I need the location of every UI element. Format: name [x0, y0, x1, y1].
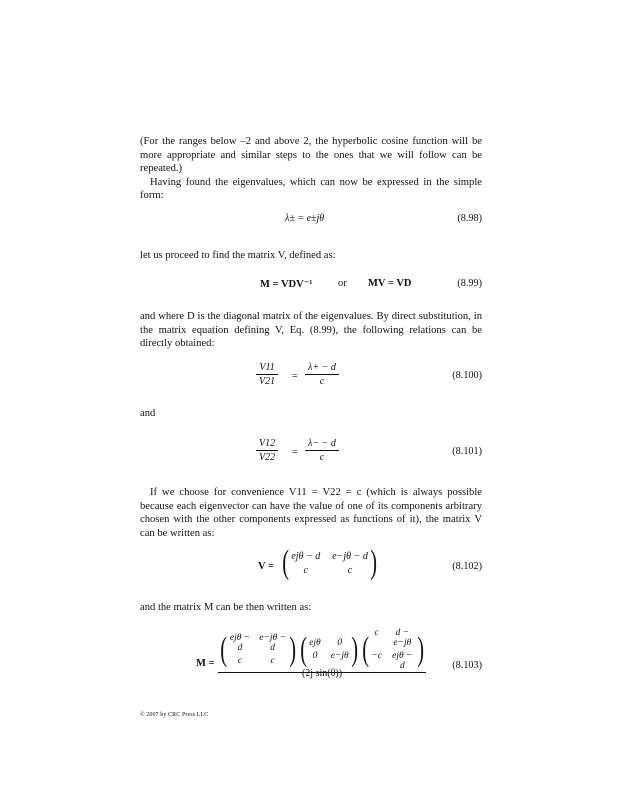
eq101-lhs-den: V22: [259, 452, 276, 463]
eq103-numerator: [218, 628, 426, 673]
eq102-matrix: [280, 544, 379, 581]
eq103-m2-cell-2: 0: [337, 638, 343, 648]
eq103-denominator: (2j sin(θ)): [301, 668, 343, 679]
page-body: [140, 135, 482, 203]
eq103-m2-cell-4: e−jθ: [330, 651, 349, 661]
eq102-cell-3: c: [303, 564, 308, 576]
eq100-equals: =: [292, 371, 298, 382]
eq102-cell-1: ejθ − d: [291, 550, 321, 562]
equation-number-100: (8.100): [452, 370, 482, 381]
paragraph-1: (For the ranges below –2 and above 2, the hyperbolic cosine function will be more appropriate and similar steps to the ones that we will follow can be repeated.): [140, 136, 482, 175]
eq102-left-paren: (: [282, 544, 290, 581]
eq101-rhs-num: λ− − d: [305, 438, 339, 451]
eq103-m2-right-paren: ): [350, 630, 358, 668]
equation-number-98: (8.98): [457, 213, 482, 224]
eq101-rhs-fraction: [305, 438, 339, 463]
eq103-m3-cell-3: −c: [371, 651, 382, 661]
eq99-left: M = VDV⁻¹: [260, 279, 313, 290]
eq102-right-paren: ): [370, 544, 377, 581]
eq103-m3-right-paren: ): [416, 630, 424, 668]
paragraph-4: and where D is the diagonal matrix of the eigenvalues. By direct substitution, in the matrix equation defining V, Eq. (8.99), the following relations can be directly obtained:: [140, 311, 482, 350]
eq101-lhs-fraction: [256, 438, 278, 463]
eq100-lhs-num: V11: [256, 362, 277, 375]
equation-number-99: (8.99): [457, 278, 482, 289]
eq99-right: MV = VD: [368, 278, 412, 289]
paragraph-3: let us proceed to find the matrix V, defined as:: [140, 250, 336, 261]
eq103-m1-left-paren: (: [220, 630, 228, 668]
equation-8-103: [140, 628, 482, 684]
eq100-lhs-fraction: [256, 362, 278, 387]
eq100-rhs-fraction: [305, 362, 339, 387]
eq101-lhs-num: V12: [256, 438, 278, 451]
eq102-matrix-cells: [291, 551, 368, 576]
paragraph-7: and the matrix M can be then written as:: [140, 602, 312, 613]
equation-8-100: [140, 360, 482, 396]
equation-8-102: [140, 544, 482, 590]
eq102-lhs: V =: [258, 561, 275, 572]
eq103-m2-cell-3: 0: [312, 651, 318, 661]
eq102-cell-2: e−jθ − d: [332, 550, 368, 562]
equation-number-103: (8.103): [452, 660, 482, 671]
eq100-lhs-den: V21: [259, 376, 276, 387]
eq103-m3-cell-1: c: [374, 628, 379, 638]
eq103-matrix-1: [229, 633, 286, 666]
copyright-footer: © 2007 by CRC Press LLC: [140, 712, 209, 718]
equation-8-101: [140, 436, 482, 472]
paragraph-2: Having found the eigenvalues, which can now be expressed in the simple form:: [140, 176, 482, 202]
eq103-m3-cell-2: d − e−jθ: [393, 628, 412, 648]
eq101-rhs-den: c: [319, 452, 325, 463]
equation-number-102: (8.102): [452, 561, 482, 572]
eq103-lhs: M =: [196, 658, 215, 669]
eq103-m3-left-paren: (: [362, 630, 370, 668]
eq103-m1-cell-2: e−jθ − d: [259, 633, 286, 653]
equation-number-101: (8.101): [452, 446, 482, 457]
eq103-m2-left-paren: (: [300, 630, 307, 668]
eq100-rhs-den: c: [319, 376, 325, 387]
equation-8-98: [140, 213, 482, 253]
paragraph-5: and: [140, 408, 156, 419]
eq103-m3-cell-4: ejθ − d: [392, 651, 413, 671]
eq100-rhs-num: λ+ − d: [305, 362, 339, 375]
eq98-expression: λ± = e±jθ: [285, 213, 325, 224]
eq99-mid: or: [338, 278, 347, 289]
eq103-m1-right-paren: ): [288, 630, 296, 668]
eq103-m1-cell-4: c: [270, 656, 275, 666]
eq101-equals: =: [292, 447, 298, 458]
paragraph-6: If we choose for convenience V11 = V22 = c (which is always possible because each eigenvector can have the value of one of its components arbitrary chosen with the other components expressed as functions of it), the matrix V can be written as:: [140, 487, 482, 539]
eq103-m1-cell-1: ejθ − d: [229, 633, 251, 653]
eq103-matrix-3: [371, 628, 414, 671]
eq103-matrix-2: [309, 638, 348, 661]
eq103-m2-cell-1: ejθ: [309, 638, 321, 648]
eq103-m1-cell-3: c: [237, 656, 243, 666]
eq102-cell-4: c: [347, 564, 353, 576]
